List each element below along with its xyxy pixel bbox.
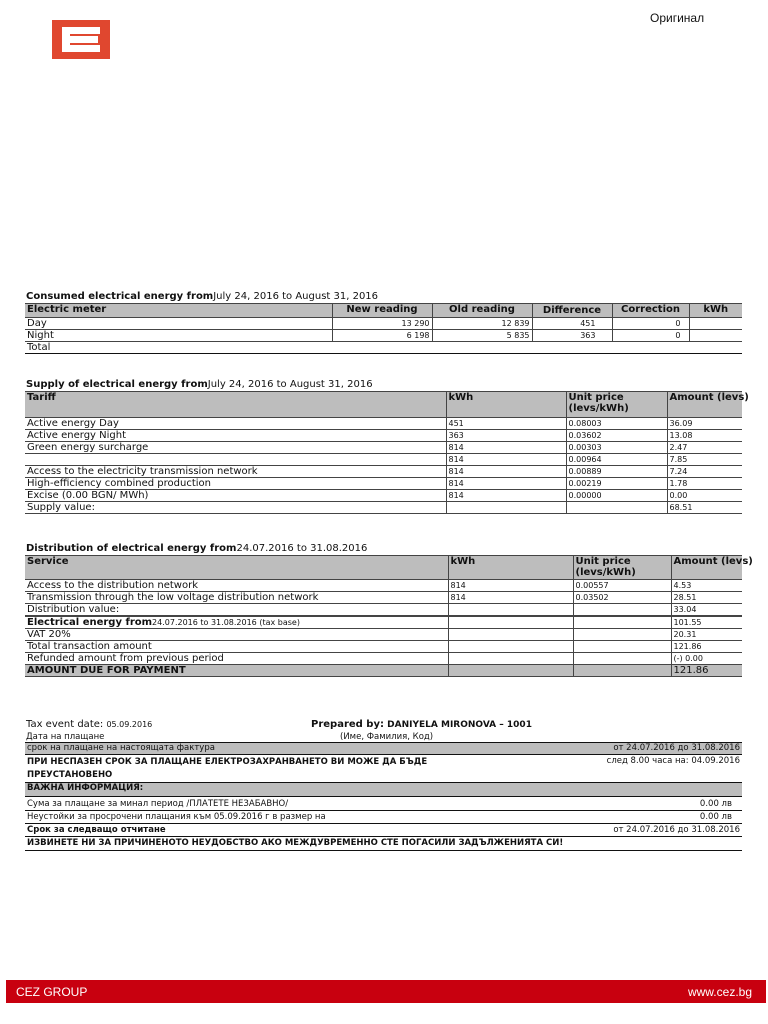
next-reading-row xyxy=(25,824,742,837)
col-kwh: kWh xyxy=(689,304,742,318)
warning-row xyxy=(25,755,742,783)
summary-row xyxy=(25,653,742,665)
cell xyxy=(573,653,671,665)
apology-text: ИЗВИНЕТЕ НИ ЗА ПРИЧИНЕНОТО НЕУДОБСТВО АКО МЕЖДУВРЕМЕННО СТЕ ПОГАСИЛИ ЗАДЪЛЖЕНИЯТА СИ! xyxy=(25,837,742,851)
cell: 1.78 xyxy=(667,478,742,490)
cell: 0 xyxy=(612,318,689,330)
consumed-row-day xyxy=(25,318,742,330)
amount-due-label: AMOUNT DUE FOR PAYMENT xyxy=(25,665,448,677)
cell xyxy=(689,330,742,342)
col-amount: Amount (levs) xyxy=(671,556,742,580)
next-reading-value: от 24.07.2016 до 31.08.2016 xyxy=(505,824,742,837)
apology-row xyxy=(25,837,742,851)
cell: 6 198 xyxy=(332,330,432,342)
cell xyxy=(573,641,671,653)
footer-website-link[interactable]: www.cez.bg xyxy=(687,985,752,999)
cell xyxy=(446,502,566,514)
cell: 363 xyxy=(446,430,566,442)
consumed-row-total xyxy=(25,342,742,354)
past-value: 0.00 лв xyxy=(505,797,742,811)
tax-event xyxy=(26,719,152,730)
footer-brand: CEZ GROUP xyxy=(16,985,88,999)
cell: 0.03502 xyxy=(573,592,671,604)
consumed-table xyxy=(25,303,742,354)
cell: 2.47 xyxy=(667,442,742,454)
cell xyxy=(448,629,573,641)
supply-row xyxy=(25,430,742,442)
cell: 814 xyxy=(448,592,573,604)
cell: 28.51 xyxy=(671,592,742,604)
cell: Active energy Night xyxy=(25,430,446,442)
supply-row xyxy=(25,442,742,454)
cell: 0.08003 xyxy=(566,418,667,430)
cell: 0.03602 xyxy=(566,430,667,442)
due-term-label: срок на плащане на настоящата фактура xyxy=(25,743,505,755)
col-unit-price: Unit price (levs/kWh) xyxy=(573,556,671,580)
cell: Green energy surcharge xyxy=(25,442,446,454)
original-label: Оригинал xyxy=(650,11,705,25)
footer-bar xyxy=(6,980,766,1003)
cell xyxy=(689,342,742,354)
cell: 13.08 xyxy=(667,430,742,442)
cell xyxy=(612,342,689,354)
cell: High-efficiency combined production xyxy=(25,478,446,490)
cell xyxy=(573,604,671,616)
cell: 33.04 xyxy=(671,604,742,616)
distribution-header-row xyxy=(25,556,742,580)
cell xyxy=(448,641,573,653)
info-table xyxy=(25,742,742,851)
cell xyxy=(448,653,573,665)
consumed-title: Consumed electrical energy fromJuly 24, 2016 to August 31, 2016 xyxy=(26,291,379,302)
cell xyxy=(689,318,742,330)
cell: 12 839 xyxy=(432,318,532,330)
cell: Distribution value: xyxy=(25,604,448,616)
cell: 451 xyxy=(532,318,612,330)
cell: Total transaction amount xyxy=(25,641,448,653)
cell: 363 xyxy=(532,330,612,342)
warning-value: след 8.00 часа на: 04.09.2016 xyxy=(606,756,740,766)
supply-row xyxy=(25,454,742,466)
due-term-value: от 24.07.2016 до 31.08.2016 xyxy=(505,743,742,755)
consumed-header-row xyxy=(25,304,742,318)
cell xyxy=(448,617,573,629)
cell: 0 xyxy=(612,330,689,342)
cell: (-) 0.00 xyxy=(671,653,742,665)
cell: 0.00889 xyxy=(566,466,667,478)
col-electric-meter: Electric meter xyxy=(25,304,332,318)
due-term-row xyxy=(25,743,742,755)
supply-header-row xyxy=(25,392,742,418)
important-row xyxy=(25,783,742,797)
cell: 0.00219 xyxy=(566,478,667,490)
cell: 121.86 xyxy=(671,641,742,653)
cell: VAT 20% xyxy=(25,629,448,641)
cell: Active energy Day xyxy=(25,418,446,430)
supply-table xyxy=(25,391,749,514)
cell xyxy=(432,342,532,354)
past-period-row xyxy=(25,797,742,811)
tax-base-amount: 101.55 xyxy=(671,617,742,629)
supply-row xyxy=(25,478,742,490)
tax-base-row xyxy=(25,617,742,629)
cell: Day xyxy=(25,318,332,330)
amount-due-value: 121.86 xyxy=(671,665,742,677)
cell xyxy=(573,629,671,641)
tax-base-label: Electrical energy from24.07.2016 to 31.08.2016 (tax base) xyxy=(25,617,448,629)
col-tariff: Tariff xyxy=(25,392,446,418)
penalty-value: 0.00 лв xyxy=(505,811,742,824)
next-reading-label: Срок за следващо отчитане xyxy=(25,824,505,837)
cell: 20.31 xyxy=(671,629,742,641)
cell: Total xyxy=(25,342,332,354)
tax-event-label: Tax event date: xyxy=(26,719,104,730)
cell: 0.00964 xyxy=(566,454,667,466)
supply-row xyxy=(25,490,742,502)
cell: 814 xyxy=(446,490,566,502)
cell: Excise (0.00 BGN/ MWh) xyxy=(25,490,446,502)
col-unit-price: Unit price (levs/kWh) xyxy=(566,392,667,418)
cell xyxy=(448,665,573,677)
cell: 13 290 xyxy=(332,318,432,330)
cell: 0.00 xyxy=(667,490,742,502)
cell: 814 xyxy=(446,454,566,466)
consumed-row-night xyxy=(25,330,742,342)
cell: 0.00557 xyxy=(573,580,671,592)
cell: Access to the distribution network xyxy=(25,580,448,592)
col-kwh: kWh xyxy=(448,556,573,580)
cell: 451 xyxy=(446,418,566,430)
cell: 4.53 xyxy=(671,580,742,592)
cell xyxy=(332,342,432,354)
distribution-title: Distribution of electrical energy from24.07.2016 to 31.08.2016 xyxy=(26,543,368,554)
important-label: ВАЖНА ИНФОРМАЦИЯ: xyxy=(25,783,742,797)
distribution-row xyxy=(25,592,742,604)
cell: 36.09 xyxy=(667,418,742,430)
cell: 7.24 xyxy=(667,466,742,478)
cell xyxy=(25,454,446,466)
cell xyxy=(573,665,671,677)
tax-event-date: 05.09.2016 xyxy=(106,720,153,729)
past-label: Сума за плащане за минал период /ПЛАТЕТЕ НЕЗАБАВНО/ xyxy=(25,797,505,811)
supply-title: Supply of electrical energy fromJuly 24, 2016 to August 31, 2016 xyxy=(26,379,373,390)
cell: Transmission through the low voltage distribution network xyxy=(25,592,448,604)
penalty-label: Неустойки за просрочени плащания към 05.09.2016 г в размер на xyxy=(25,811,505,824)
supply-row xyxy=(25,502,742,514)
col-kwh: kWh xyxy=(446,392,566,418)
supply-row xyxy=(25,418,742,430)
summary-row xyxy=(25,629,742,641)
cell: 814 xyxy=(446,478,566,490)
distribution-table xyxy=(25,555,753,677)
col-amount: Amount (levs) xyxy=(667,392,742,418)
col-correction: Correction xyxy=(612,304,689,318)
penalty-row xyxy=(25,811,742,824)
summary-row xyxy=(25,641,742,653)
cell: 0.00000 xyxy=(566,490,667,502)
distribution-row xyxy=(25,580,742,592)
cell: 68.51 xyxy=(667,502,742,514)
col-old-reading: Old reading xyxy=(432,304,532,318)
cell xyxy=(566,502,667,514)
prepared-name: DANIYELA MIRONOVA – 1001 xyxy=(387,720,532,730)
amount-due-row xyxy=(25,665,742,677)
supply-row xyxy=(25,466,742,478)
col-service: Service xyxy=(25,556,448,580)
cell: 814 xyxy=(446,442,566,454)
cell: Refunded amount from previous period xyxy=(25,653,448,665)
cell: 814 xyxy=(448,580,573,592)
payment-date-label: Дата на плащане xyxy=(26,732,105,742)
cell: Supply value: xyxy=(25,502,446,514)
cell xyxy=(448,604,573,616)
cez-logo xyxy=(52,20,110,59)
cell xyxy=(532,342,612,354)
cell: 0.00303 xyxy=(566,442,667,454)
prepared-label: Prepared by: xyxy=(311,719,384,730)
cell: 7.85 xyxy=(667,454,742,466)
prepared-by xyxy=(311,719,532,730)
cell: Access to the electricity transmission network xyxy=(25,466,446,478)
cell: 5 835 xyxy=(432,330,532,342)
warning-text: ПРИ НЕСПАЗЕН СРОК ЗА ПЛАЩАНЕ ЕЛЕКТРОЗАХРАНВАНЕТО ВИ МОЖЕ ДА БЪДЕ ПРЕУСТАНОВЕНО xyxy=(27,757,428,780)
cell: 814 xyxy=(446,466,566,478)
name-hint: (Име, Фамилия, Код) xyxy=(340,732,434,742)
distribution-row xyxy=(25,604,742,616)
cell xyxy=(573,617,671,629)
col-difference: Difference xyxy=(532,304,612,318)
cell: Night xyxy=(25,330,332,342)
col-new-reading: New reading xyxy=(332,304,432,318)
